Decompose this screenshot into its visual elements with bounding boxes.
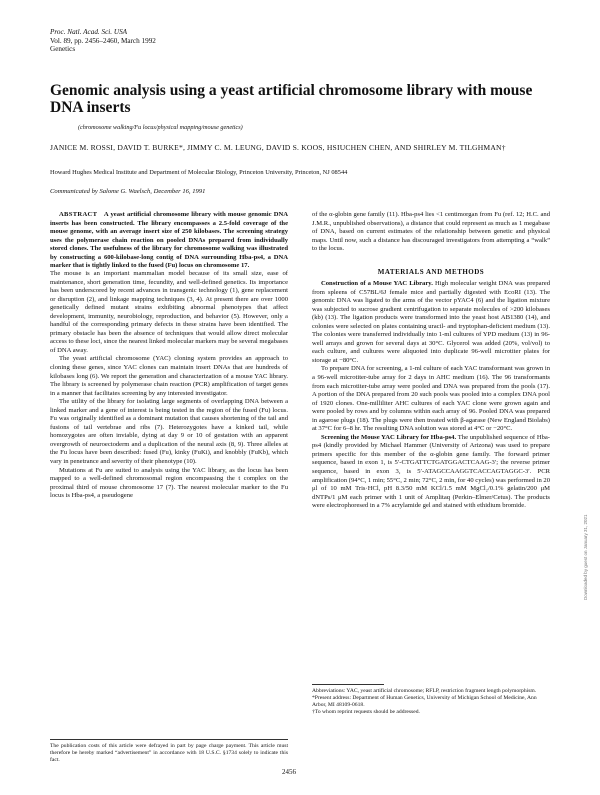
methods-paragraph [312, 280, 550, 365]
methods-text: The unpublished sequence of Hba-ps4 (kindly provided by Michael Hammer (University of Arizona) was used to prepare primers specific for this member of the α-globin gene family. The forward primer sequence, based in exon 1, is 5′-CTGATTCTGATGGACTCAAG-3′; the reverse primer sequence, based in exon 3, is 5′-ATAGCCAAGGTCACCAGTAGGC-3′. PCR amplification (94°C, 1 min; 55°C, 2 min; 72°C, 2 min, for 40 cycles) was performed in 20 μl of 10 mM Tris·HCl, pH 8.3/50 mM KCl/1.5 mM MgCl₂/0.1% gelatin/200 μM dNTPs/1 μM each primer with 1 unit of Amplitaq (Perkin–Elmer/Cetus). The products were electrophoresed in a 7% acrylamide gel and stained with ethidium bromide. [312, 433, 551, 510]
download-stamp: Downloaded by guest on January 31, 2021 [583, 514, 588, 600]
introduction [50, 270, 288, 501]
keywords: (chromosome walking/Fu locus/physical mapping/mouse genetics) [78, 124, 243, 131]
intro-paragraph: Mutations at Fu are suited to analysis using the YAC library, as the locus has been mapped to a well-defined chromosomal region encompassing the t complex on the proximal third of mouse chromosome 17 (7). The nearest molecular marker to the Fu locus is Hba-ps4, a pseudogene [50, 466, 288, 500]
journal-section: Genetics [50, 45, 76, 54]
intro-continuation-text: of the α-globin gene family (11). Hba-ps4 lies <1 centimorgan from Fu (ref. 12; H.C. and J.M.R., unpublished observations), a distance that could represent as much as 1 megabase of DNA, based on current estimates of the relationship between genetic and physical maps. Until now, such a distance has discouraged investigators from attempting a “walk” to the locus. [312, 211, 550, 253]
section-heading-methods: MATERIALS AND METHODS [377, 268, 485, 276]
methods-text: To prepare DNA for screening, a 1-ml culture of each YAC transformant was grown in a 96-well microtiter-tube array for 2 days in AHC medium (16). The 96 transformants from each microtiter-tube array were pooled and DNA was prepared from the pools (17). A portion of the DNA prepared from 20 such pools was pooled into a complex DNA pool of 1920 clones. One-milliliter AHC cultures of each YAC clone were grown again and were pooled by rows and by columns within each array of 96. Pooled DNA was prepared in agarose plugs (18). The plugs were then treated with β-agarase (New England Biolabs) at 37°C for 6–8 hr. The resulting DNA solution was stored at 4°C or −20°C. [312, 365, 550, 433]
article-title: Genomic analysis using a yeast artificial chromosome library with mouse DNA inserts [50, 82, 533, 116]
footnote-abbreviations: Abbreviations: YAC, yeast artificial chromosome; RFLP, restriction fragment length polymorphism. [312, 688, 537, 694]
abstract-text: A yeast artificial chromosome library with mouse genomic DNA inserts has been constructed. The library encompasses a 2.5-fold coverage of the mouse genome, with an average insert size of 250 kilobases. The screening strategy uses the polymerase chain reaction on pooled DNAs prepared from individually stored clones. The usefulness of the library for chromosome walking was illustrated by constructing a 600-kilobase-long contig of DNA surrounding Hba-ps4, a DNA marker that is tightly linked to the fused (Fu) locus on chromosome 17. [50, 211, 288, 270]
methods-paragraph [312, 434, 550, 511]
abstract-label: ABSTRACT [59, 211, 98, 218]
publication-cost-note: The publication costs of this article were defrayed in part by page charge payment. This article must therefore be hereby marked “advertisement” in accordance with 18 U.S.C. §1734 solely to indicate this fact. [50, 743, 288, 763]
footnote-reprint: †To whom reprint requests should be addressed. [312, 709, 420, 715]
intro-paragraph: The utility of the library for isolating large segments of overlapping DNA between a linked marker and a gene of interest is being tested in the region of the fused (Fu) locus. Fu was originally identified as a dominant mutation that causes shortening of the tail and fusions of tail vertebrae and ribs (7). Heterozygotes have a kinked tail, while homozygotes are often inviable, dying at day 9 or 10 of gestation with an apparent overgrowth of neuroectoderm and a duplication of the neural axis (8, 9). Three alleles at the Fu locus have been described: fused (Fu), kinky (FuKi), and knobbly (FuKb), which vary in penetrance and severity of their phenotype (10). [50, 398, 288, 466]
footnote-divider [312, 684, 384, 685]
affiliation: Howard Hughes Medical Institute and Department of Molecular Biology, Princeton University, Princeton, NJ 08544 [50, 169, 348, 176]
footnotes [312, 688, 550, 716]
run-in-heading: Construction of a Mouse YAC Library. [321, 280, 433, 287]
footnote-present-address: *Present address: Department of Human Genetics, University of Michigan School of Medicine, Ann Arbor, MI 48109-0618. [312, 695, 537, 708]
intro-continuation [312, 211, 550, 254]
methods-body [312, 280, 550, 511]
intro-paragraph: The yeast artificial chromosome (YAC) cloning system provides an approach to cloning these genes, since YAC clones can maintain insert DNAs that are hundreds of kilobases long (6). We report the generation and characterization of a mouse YAC library. The library is screened by polymerase chain reaction (PCR) amplification of target genes in a manner that facilitates screening by any interested investigator. [50, 355, 288, 397]
communicated-by: Communicated by Salome G. Waelsch, December 16, 1991 [50, 188, 206, 195]
run-in-heading: Screening the Mouse YAC Library for Hba-ps4. [321, 433, 457, 441]
page-number: 2456 [282, 768, 296, 776]
abstract [50, 211, 288, 271]
intro-paragraph: The mouse is an important mammalian model because of its small size, ease of maintenance, short generation time, fecundity, and well-defined genetics. Its importance has been underscored by recent advances in transgenic technology (1), gene replacement or disruption (2), and linkage mapping techniques (3, 4). At present there are over 1000 genetically defined mutant strains exhibiting abnormal phenotypes that affect development, immunity, neurobiology, reproduction, and behavior (5). However, only a handful of the corresponding primary defects in these strains have been identified. The primary obstacle has been the absence of techniques that would allow direct molecular access to these loci, since the nearest linked molecular markers may be several megabases of DNA away. [50, 270, 288, 354]
methods-paragraph [312, 365, 550, 433]
methods-text: High molecular weight DNA was prepared from spleens of C57BL/6J female mice and partially digested with EcoRI (13). The genomic DNA was ligated to the arms of the vector pYAC4 (6) and the ligation mixture was subjected to sucrose gradient centrifugation to separate molecules of >200 kilobases (kb) (13). The ligation products were transformed into the yeast host AB1380 (14), and colonies were selected on plates containing uracil- and tryptophan-deficient medium (13). The colonies were transferred individually into 1-ml cultures of YPD medium (13) in 96-well arrays and grown for several days at 30°C. Glycerol was added (20%, vol/vol) to each culture, and cultures were aliquoted into duplicate 96-well microtiter plates for storage at −80°C. [312, 280, 551, 364]
author-list: JANICE M. ROSSI, DAVID T. BURKE*, JIMMY C. M. LEUNG, DAVID S. KOOS, HSIUCHEN CHEN, AND SHIRLEY M. TILGHMAN† [50, 143, 506, 152]
journal-volume: Vol. 89, pp. 2456–2460, March 1992 [50, 36, 156, 45]
journal-name: Proc. Natl. Acad. Sci. USA [50, 28, 128, 36]
journal-header [50, 28, 156, 54]
footnote-divider [50, 739, 288, 740]
